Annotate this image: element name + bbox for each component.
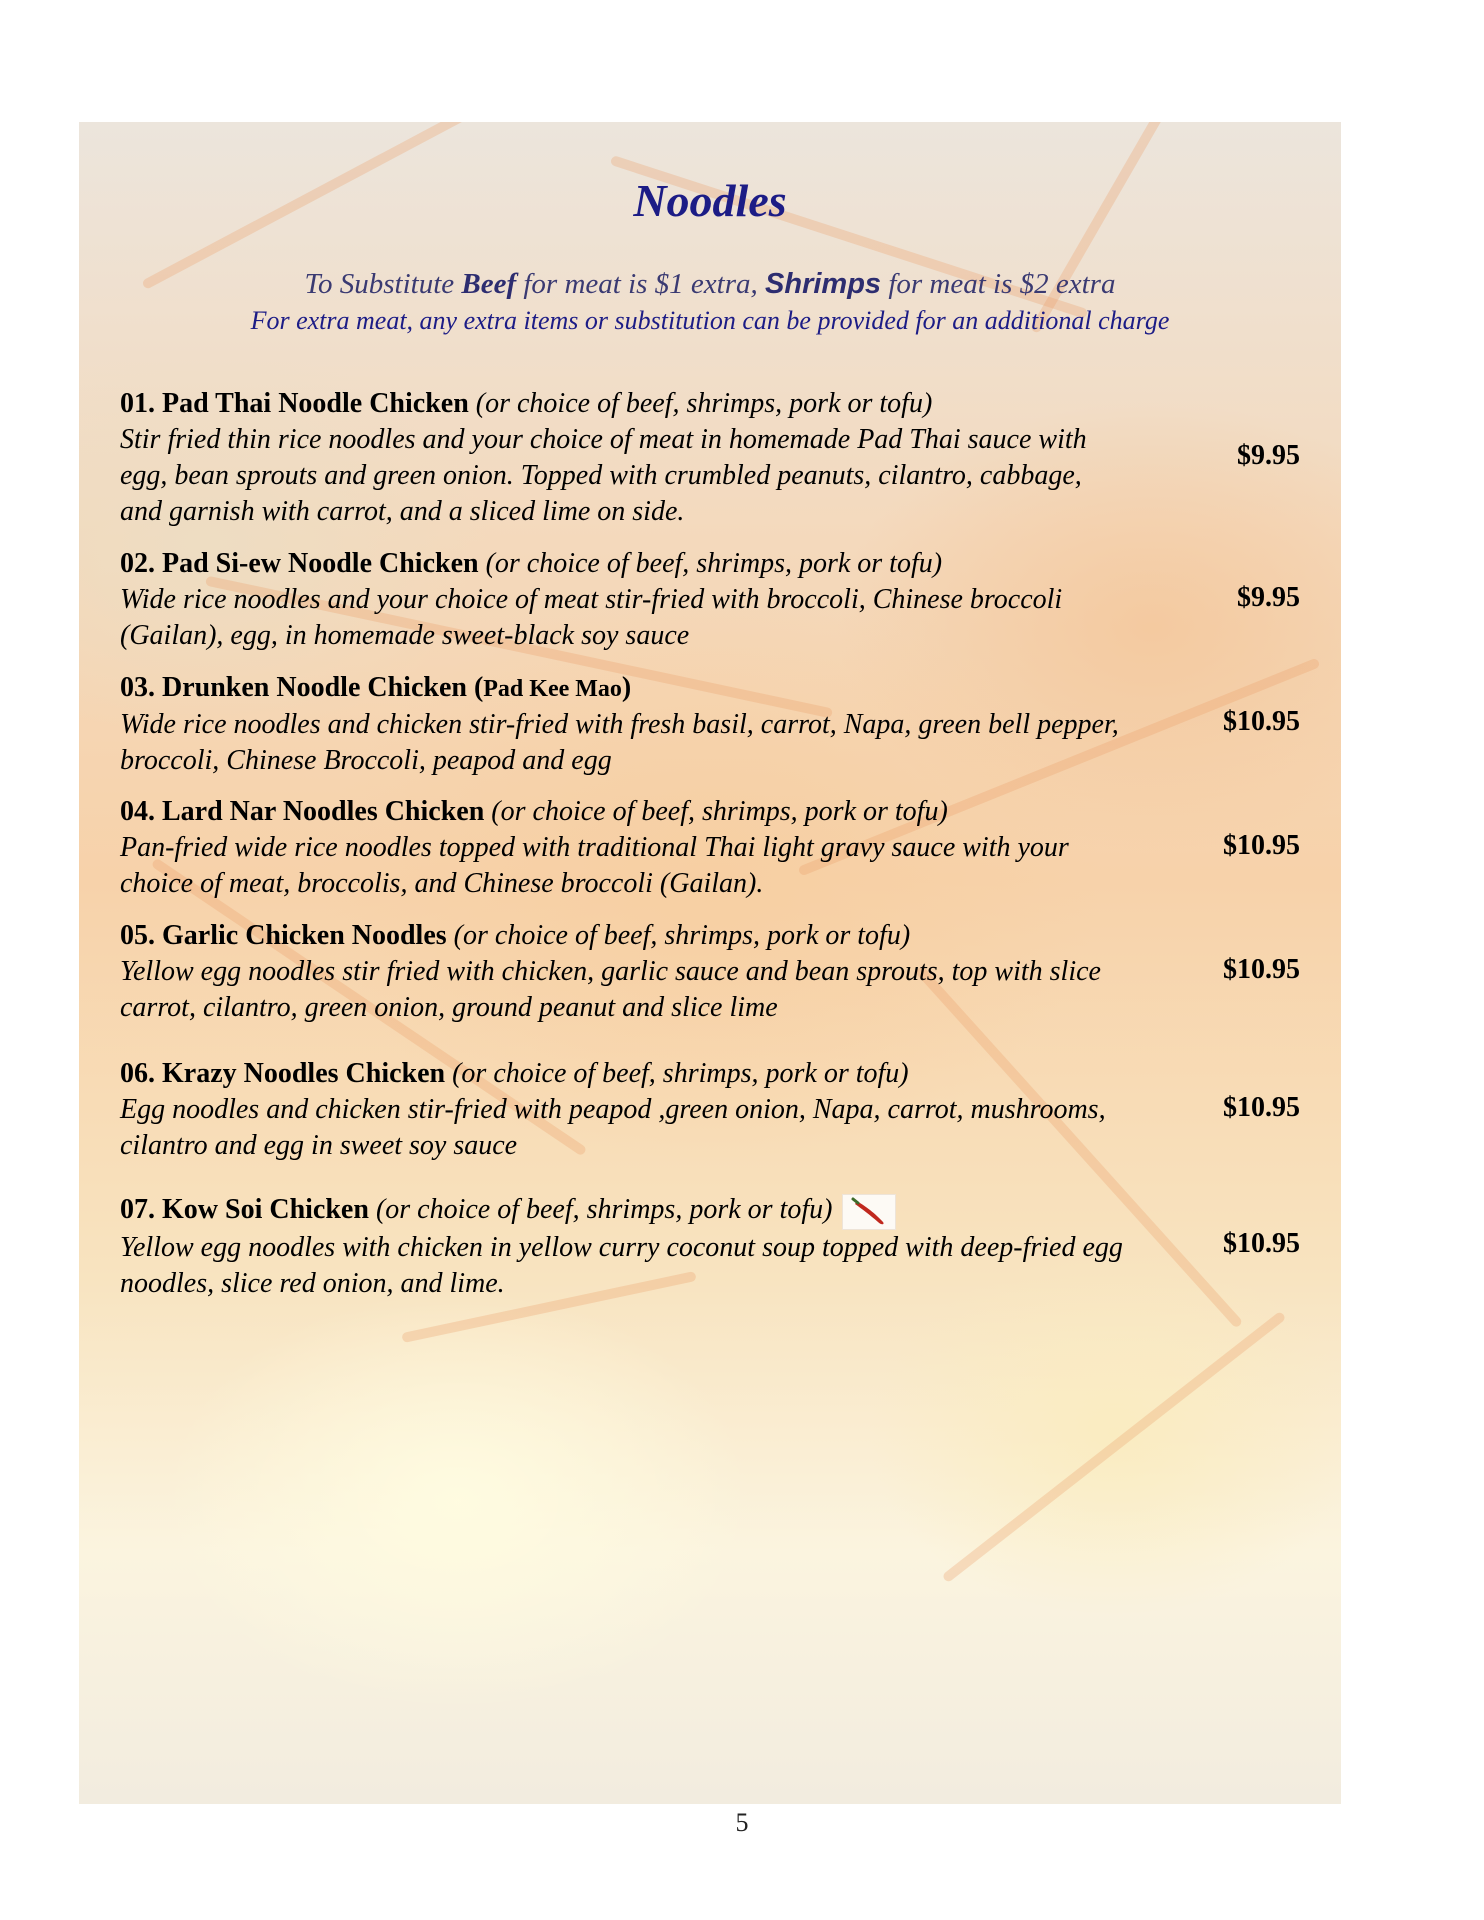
item-description: Stir fried thin rice noodles and your choice of meat in homemade Pad Thai sauce with egg, bean sprouts and green onion. Topped with crumbled peanuts, cilantro, cabbage, and garnish with carrot, and a sliced lime on side. — [120, 424, 1087, 527]
item-description: Yellow egg noodles with chicken in yellow curry coconut soup topped with deep-fried egg noodles, slice red onion, and lime. — [120, 1231, 1123, 1299]
item-price: $9.95 — [1237, 582, 1300, 613]
chili-pepper-icon — [842, 1194, 896, 1230]
item-description: Egg noodles and chicken stir-fried with peapod ,green onion, Napa, carrot, mushrooms, cilantro and egg in sweet soy sauce — [120, 1094, 1106, 1161]
item-price: $10.95 — [1223, 706, 1300, 737]
item-number: 07. — [120, 1194, 155, 1225]
item-option: (or choice of beef, shrimps, pork or tofu) — [375, 1194, 833, 1225]
item-option: (or choice of beef, shrimps, pork or tofu) — [491, 796, 948, 827]
item-name: Pad Si-ew Noodle Chicken — [162, 548, 479, 579]
item-name-end: ) — [621, 672, 632, 703]
menu-item — [120, 1192, 1300, 1302]
item-heading — [120, 918, 1300, 954]
item-description: Wide rice noodles and chicken stir-fried with fresh basil, carrot, Napa, green bell pepper, broccoli, Chinese Broccoli, peapod and egg — [120, 709, 1119, 776]
item-heading — [120, 1056, 1300, 1092]
item-description: Pan-fried wide rice noodles topped with traditional Thai light gravy sauce with your choice of meat, broccolis, and Chinese broccoli (Gailan). — [120, 832, 1069, 899]
substitution-note — [79, 268, 1341, 301]
item-heading — [120, 670, 1300, 707]
item-description: Wide rice noodles and your choice of meat stir-fried with broccoli, Chinese broccoli (Gailan), egg, in homemade sweet-black soy sauce — [120, 584, 1063, 651]
note-shrimps: Shrimps — [765, 268, 882, 300]
background-photo — [79, 122, 1341, 1804]
menu-item — [120, 794, 1300, 902]
menu-item — [120, 546, 1300, 654]
item-name: Drunken Noodle Chicken ( — [162, 672, 484, 703]
item-name: Garlic Chicken Noodles — [162, 920, 447, 951]
item-number: 01. — [120, 388, 155, 419]
item-number: 06. — [120, 1058, 155, 1089]
item-option: (or choice of beef, shrimps, pork or tofu) — [453, 920, 911, 951]
item-price: $10.95 — [1223, 1092, 1300, 1123]
item-number: 03. — [120, 672, 155, 703]
item-price: $10.95 — [1223, 1228, 1300, 1259]
page-number: 5 — [735, 1808, 749, 1837]
item-option: (or choice of beef, shrimps, pork or tofu) — [452, 1058, 909, 1089]
note-beef: Beef — [461, 268, 517, 300]
note-text: To Substitute — [304, 268, 462, 300]
note-text: for meat is $1 extra, — [516, 268, 766, 300]
item-name: Pad Thai Noodle Chicken — [162, 388, 469, 419]
item-number: 04. — [120, 796, 155, 827]
note-text: for meat is $2 extra — [881, 268, 1116, 300]
item-name: Kow Soi Chicken — [162, 1194, 369, 1225]
section-title: Noodles — [633, 175, 787, 226]
menu-item — [120, 670, 1300, 779]
menu-item — [120, 1056, 1300, 1164]
item-price: $9.95 — [1237, 440, 1300, 471]
item-thai-name: Pad Kee Mao — [483, 676, 622, 702]
item-description: Yellow egg noodles stir fried with chicken, garlic sauce and bean sprouts, top with slice carrot, cilantro, green onion, ground peanut and slice lime — [120, 956, 1101, 1023]
item-number: 05. — [120, 920, 155, 951]
item-heading — [120, 386, 1300, 422]
item-price: $10.95 — [1223, 954, 1300, 985]
item-heading — [120, 794, 1300, 830]
menu-item — [120, 918, 1300, 1026]
item-number: 02. — [120, 548, 155, 579]
item-name: Lard Nar Noodles Chicken — [162, 796, 485, 827]
extra-charge-note: For extra meat, any extra items or substitution can be provided for an additional charge — [250, 306, 1170, 335]
item-name: Krazy Noodles Chicken — [162, 1058, 446, 1089]
item-price: $10.95 — [1223, 830, 1300, 861]
menu-item — [120, 386, 1300, 530]
item-heading — [120, 1192, 1300, 1230]
menu-page — [79, 122, 1341, 1804]
item-option: (or choice of beef, shrimps, pork or tofu) — [475, 388, 933, 419]
item-heading — [120, 546, 1300, 582]
item-option: (or choice of beef, shrimps, pork or tofu) — [485, 548, 943, 579]
